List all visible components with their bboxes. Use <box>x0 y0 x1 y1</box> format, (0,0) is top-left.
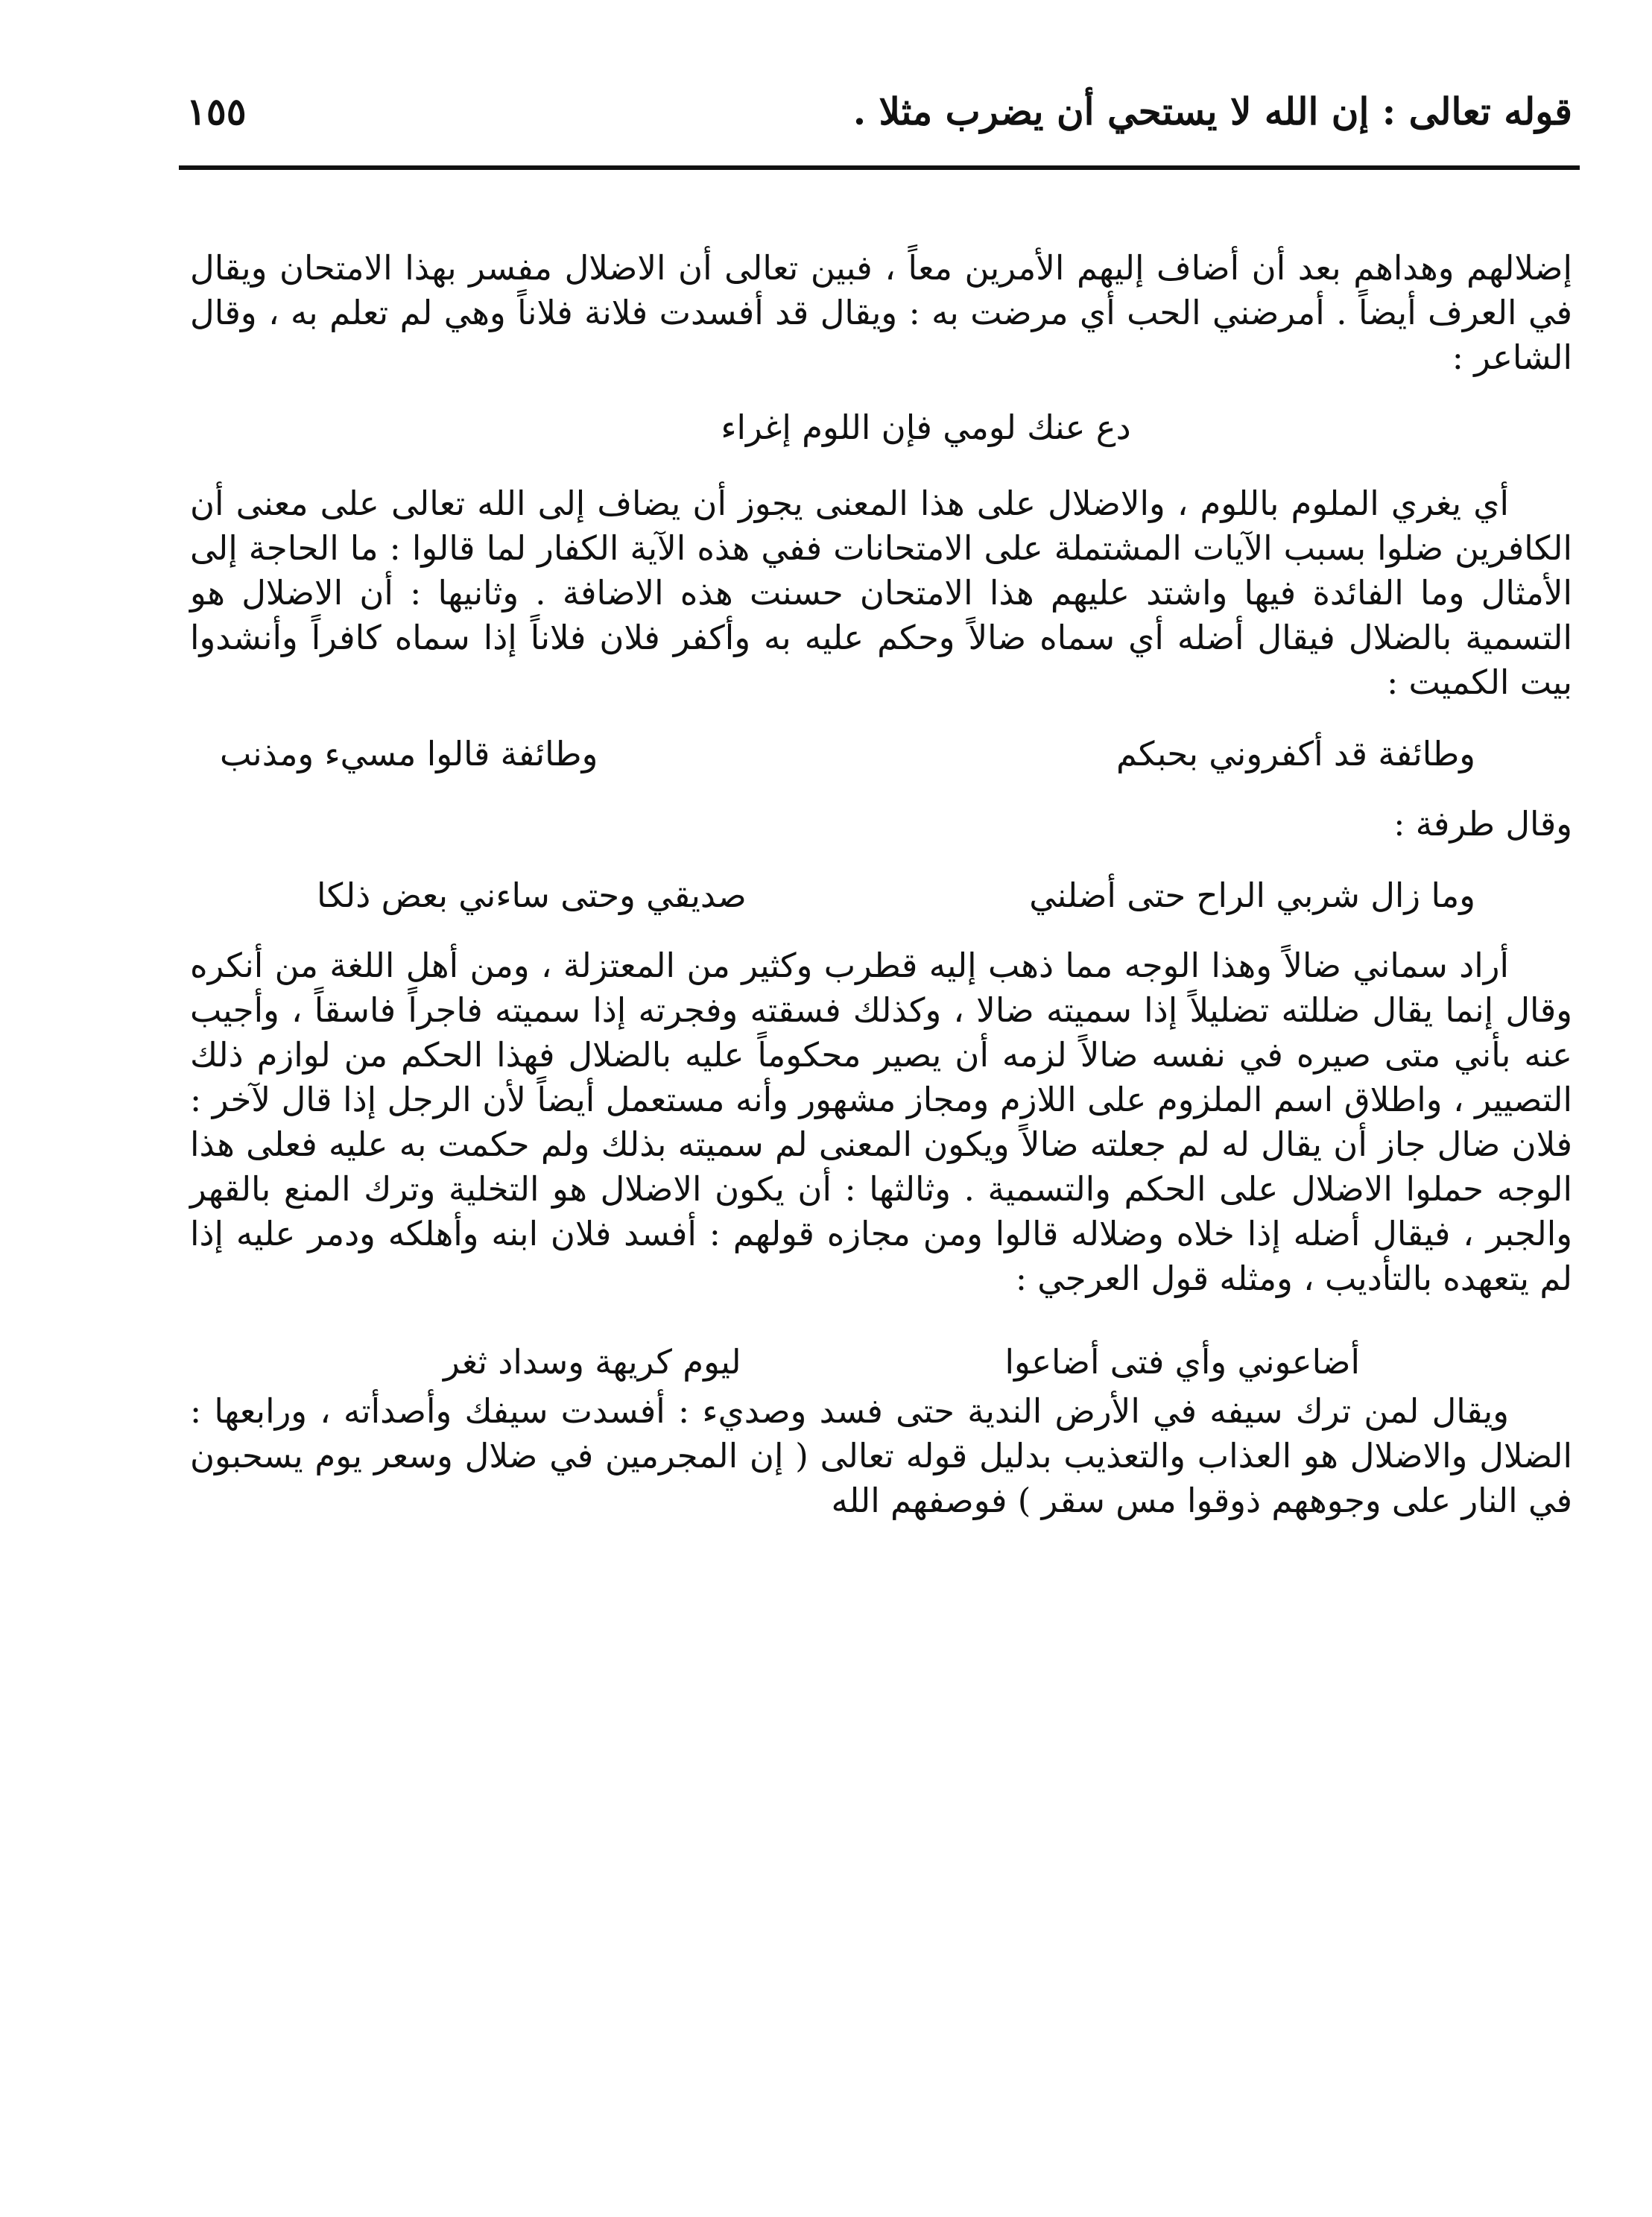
paragraph-3: وقال طرفة : <box>1393 804 1572 844</box>
verse-2-second-hemistich: وطائفة قالوا مسيء ومذنب <box>220 734 598 774</box>
page-body <box>190 246 1572 1534</box>
verse-1: دع عنك لومي فإن اللوم إغراء <box>721 408 1131 447</box>
paragraph-4: أراد سماني ضالاً وهذا الوجه مما ذهب إليه قطرب وكثير من المعتزلة ، ومن أهل اللغة من أنكره وقال إنما يقال ضللته تضليلاً إذا سميته ضالا ، وكذلك فسقته وفجرته إذا سميته فاجراً فاسقاً ، وأجيب عنه بأني متى صيره في نفسه ضالاً لزمه أن يصير محكوماً عليه بالضلال فهذا الحكم من لوازم ذلك التصيير ، واطلاق اسم الملزوم على اللازم ومجاز مشهور وأنه مستعمل أيضاً لأن الرجل إذا قال لآخر : فلان ضال جاز أن يقال له لم جعلته ضالاً ويكون المعنى لم سميته بذلك ولم حكمت به عليه فعلى هذا الوجه حملوا الاضلال على الحكم والتسمية . وثالثها : أن يكون الاضلال هو التخلية وترك المنع بالقهر والجبر ، فيقال أضله إذا خلاه وضلاله قالوا ومن مجازه قولهم : أفسد فلان ابنه وأهلكه ودمر عليه إذا لم يتعهده بالتأديب ، ومثله قول العرجي : <box>190 946 1572 1298</box>
verse-2 <box>190 732 1572 777</box>
verse-3-second-hemistich: صديقي وحتى ساءني بعض ذلكا <box>317 876 747 915</box>
verse-4-first-hemistich: أضاعوني وأي فتى أضاعوا <box>1004 1342 1360 1382</box>
running-title: قوله تعالى : إن الله لا يستحي أن يضرب مثلا . <box>852 89 1572 133</box>
verse-4 <box>190 1340 1572 1385</box>
verse-3 <box>190 873 1572 918</box>
header-rule <box>179 165 1580 170</box>
paragraph-2: أي يغري الملوم باللوم ، والاضلال على هذا المعنى يجوز أن يضاف إلى الله تعالى على معنى أن الكافرين ضلوا بسبب الآيات المشتملة على الامتحانات ففي هذه الآية الكفار لما قالوا : ما الحاجة إلى الأمثال وما الفائدة فيها واشتد عليهم هذا الامتحان حسنت هذه الاضافة . وثانيها : أن الاضلال هو التسمية بالضلال فيقال أضله أي سماه ضالاً وحكم عليه به وأكفر فلان فلاناً إذا سماه كافراً وأنشدوا بيت الكميت : <box>190 484 1572 702</box>
verse-3-first-hemistich: وما زال شربي الراح حتى أضلني <box>1029 876 1475 915</box>
verse-2-first-hemistich: وطائفة قد أكفروني بحبكم <box>1116 734 1475 774</box>
verse-4-second-hemistich: ليوم كريهة وسداد ثغر <box>443 1342 741 1382</box>
paragraph-5: ويقال لمن ترك سيفه في الأرض الندية حتى فسد وصديء : أفسدت سيفك وأصدأته ، ورابعها : الضلال والاضلال هو العذاب والتعذيب بدليل قوله تعالى ( إن المجرمين في ضلال وسعر يوم يسحبون في النار على وجوههم ذوقوا مس سقر ) فوصفهم الله <box>190 1391 1572 1520</box>
page-number: ١٥٥ <box>186 89 247 133</box>
page-header <box>186 82 1572 142</box>
paragraph-1: إضلالهم وهداهم بعد أن أضاف إليهم الأمرين معاً ، فبين تعالى أن الاضلال مفسر بهذا الامتحان ويقال في العرف أيضاً . أمرضني الحب أي مرضت به : ويقال قد أفسدت فلانة فلاناً وهي لم تعلم به ، وقال الشاعر : <box>190 248 1572 377</box>
